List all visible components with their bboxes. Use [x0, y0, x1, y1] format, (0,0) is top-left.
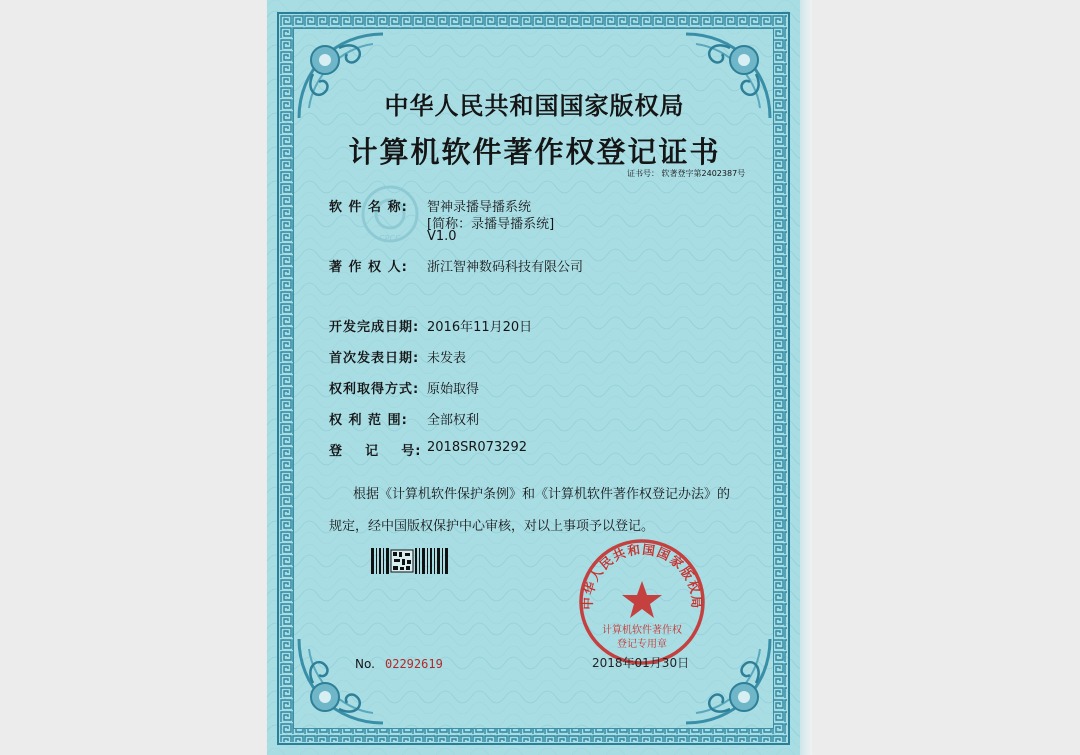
corner-ornament-icon: [295, 635, 387, 727]
field-label-software-name: 软 件 名 称:: [329, 200, 408, 215]
svg-text:CPCC: CPCC: [379, 234, 401, 243]
official-seal: [577, 537, 707, 667]
svg-text:中华人民共和国国家版权局: 中华人民共和国国家版权局: [579, 541, 705, 610]
svg-text:登记专用章: 登记专用章: [617, 639, 667, 650]
issuing-authority: 中华人民共和国国家版权局: [384, 91, 685, 120]
field-value-rights-scope: 全部权利: [427, 413, 480, 428]
field-value-completion-date: 2016年11月20日: [427, 320, 533, 335]
seal-date: 2018年01月30日: [592, 656, 690, 670]
paper-edge: [800, 0, 812, 755]
field-label-rights-scope: 权 利 范 围:: [329, 413, 408, 428]
certificate-number: 证书号： 软著登字第2402387号: [627, 169, 746, 178]
field-label-registration-number: 登 记 号:: [329, 444, 422, 459]
statement-line-1: 根据《计算机软件保护条例》和《计算机软件著作权登记办法》的: [353, 487, 731, 502]
field-value-version: V1.0: [427, 229, 457, 244]
field-value-acquisition-method: 原始取得: [427, 382, 480, 397]
certificate-paper: [267, 0, 802, 755]
field-value-short-name: [简称：录播导播系统]: [427, 217, 555, 232]
field-label-completion-date: 开发完成日期:: [329, 320, 420, 335]
barcode-icon: [371, 548, 449, 574]
certificate-title: 计算机软件著作权登记证书: [348, 135, 721, 169]
serial-label: No.: [355, 657, 375, 671]
field-value-copyright-owner: 浙江智神数码科技有限公司: [427, 260, 584, 275]
field-value-registration-number: 2018SR073292: [427, 440, 527, 455]
field-label-copyright-owner: 著 作 权 人:: [329, 260, 408, 275]
serial-number: 02292619: [385, 657, 443, 671]
field-value-software-name: 智神录播导播系统: [427, 200, 532, 215]
field-label-publish-date: 首次发表日期:: [329, 351, 420, 366]
statement-line-2: 规定，经中国版权保护中心审核，对以上事项予以登记。: [329, 519, 655, 534]
field-value-publish-date: 未发表: [427, 351, 467, 366]
svg-text:计算机软件著作权: 计算机软件著作权: [602, 625, 682, 636]
field-label-acquisition-method: 权利取得方式:: [329, 382, 420, 397]
